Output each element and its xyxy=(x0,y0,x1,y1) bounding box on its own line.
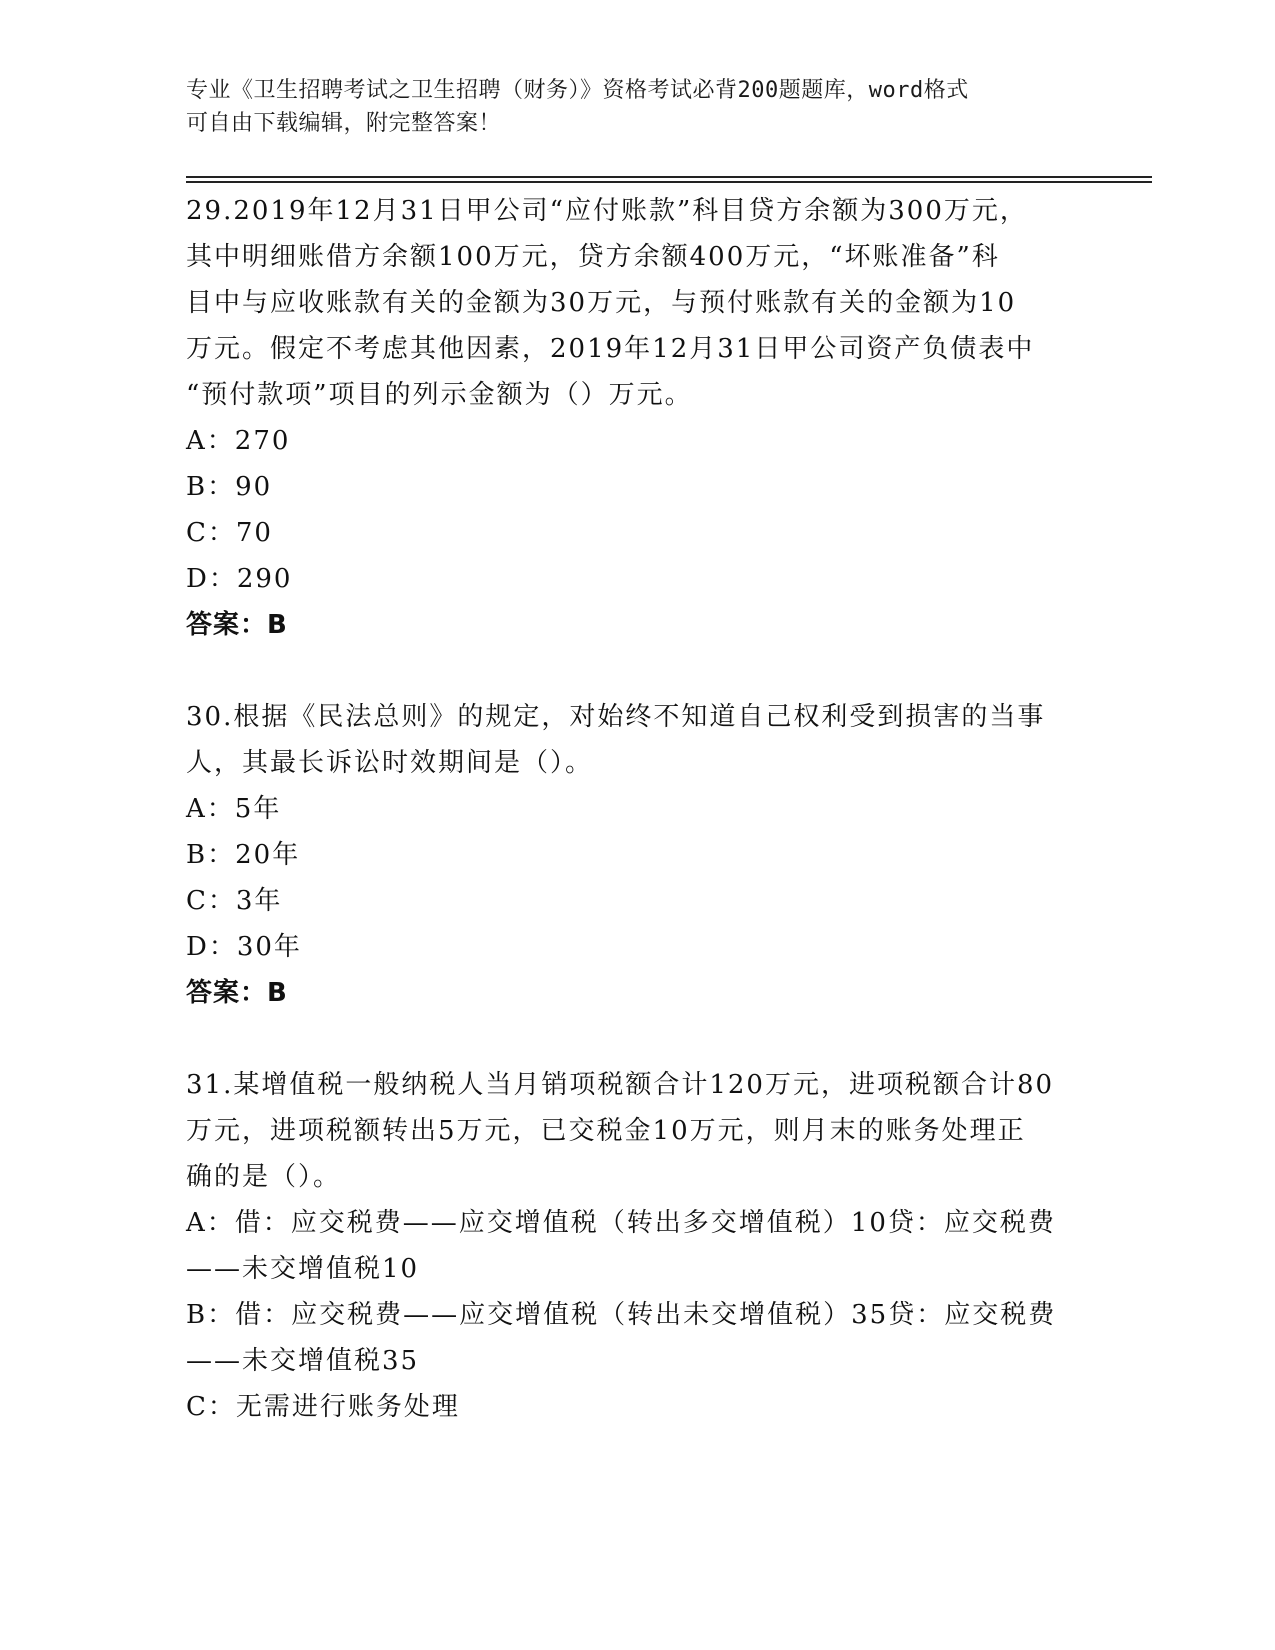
option-c: C：3年 xyxy=(186,886,283,916)
option-d: D：30年 xyxy=(186,932,302,962)
question-31 xyxy=(186,1062,1086,1430)
option-a: A：270 xyxy=(186,426,291,456)
question-spacer xyxy=(186,1016,1086,1062)
question-stem-line: 其中明细账借方余额100万元，贷方余额400万元，“坏账准备”科 xyxy=(186,242,1000,272)
option-b-continued: ——未交增值税35 xyxy=(186,1346,420,1376)
question-stem-line: 确的是（）。 xyxy=(186,1162,342,1192)
question-stem-line: 29.2019年12月31日甲公司“应付账款”科目贷方余额为300万元， xyxy=(186,196,1028,226)
answer-label: 答案：B xyxy=(186,610,288,640)
question-stem-line: 人，其最长诉讼时效期间是（）。 xyxy=(186,748,594,778)
question-29 xyxy=(186,188,1086,648)
question-30 xyxy=(186,694,1086,1016)
question-stem-line: 30.根据《民法总则》的规定，对始终不知道自己权利受到损害的当事 xyxy=(186,702,1046,732)
question-stem-line: 万元。假定不考虑其他因素，2019年12月31日甲公司资产负债表中 xyxy=(186,334,1035,364)
answer-label: 答案：B xyxy=(186,978,288,1008)
page-header xyxy=(186,74,1066,140)
question-stem-line: 万元，进项税额转出5万元，已交税金10万元，则月末的账务处理正 xyxy=(186,1116,1026,1146)
option-c: C：70 xyxy=(186,518,273,548)
question-stem-line: 31.某增值税一般纳税人当月销项税额合计120万元，进项税额合计80 xyxy=(186,1070,1055,1100)
option-b: B：90 xyxy=(186,472,273,502)
option-a: A：借：应交税费——应交增值税（转出多交增值税）10贷：应交税费 xyxy=(186,1208,1056,1238)
option-b: B：20年 xyxy=(186,840,301,870)
option-c: C：无需进行账务处理 xyxy=(186,1392,460,1422)
question-spacer xyxy=(186,648,1086,694)
option-d: D：290 xyxy=(186,564,293,594)
question-stem-line: 目中与应收账款有关的金额为30万元，与预付账款有关的金额为10 xyxy=(186,288,1017,318)
option-a: A：5年 xyxy=(186,794,282,824)
option-b: B：借：应交税费——应交增值税（转出未交增值税）35贷：应交税费 xyxy=(186,1300,1057,1330)
header-divider-bottom xyxy=(186,181,1152,183)
question-list xyxy=(186,188,1086,1430)
header-line-2: 可自由下载编辑，附完整答案！ xyxy=(186,111,502,136)
question-stem-line: “预付款项”项目的列示金额为（）万元。 xyxy=(186,380,693,410)
option-a-continued: ——未交增值税10 xyxy=(186,1254,420,1284)
header-divider-top xyxy=(186,176,1152,178)
header-line-1: 专业《卫生招聘考试之卫生招聘（财务）》资格考试必背200题题库，word格式 xyxy=(186,78,969,103)
